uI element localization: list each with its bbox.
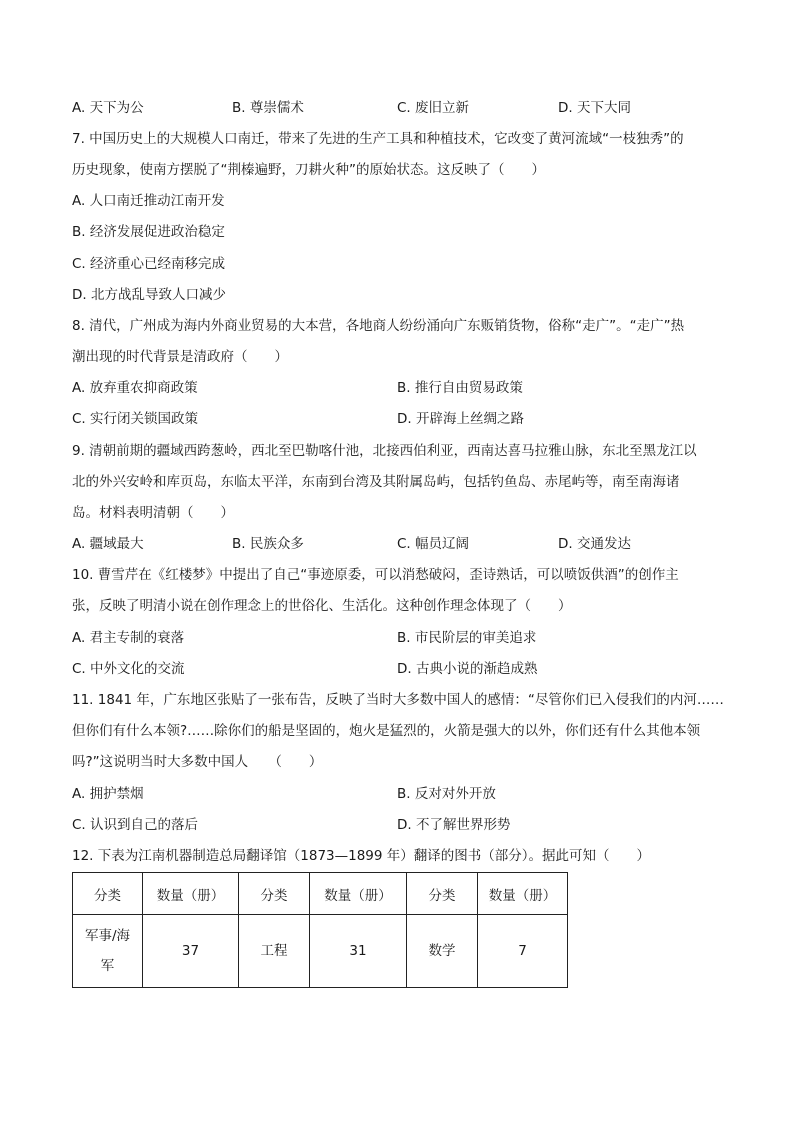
q9-stem-line1: 9. 清朝前期的疆域西跨葱岭，西北至巴勒喀什池，北接西伯利亚，西南达喜马拉雅山脉，东北至黑龙江以 — [72, 443, 697, 459]
header-cell-category-1: 分类 — [73, 873, 143, 915]
q10-stem-line2: 张，反映了明清小说在创作理念上的世俗化、生活化。这种创作理念体现了（ ） — [72, 598, 572, 614]
header-cell-category-2: 分类 — [239, 873, 310, 915]
q7-option-d[interactable]: D. 北方战乱导致人口减少 — [72, 287, 226, 303]
q6-option-b[interactable]: B. 尊崇儒术 — [232, 100, 304, 116]
cell-category-math: 数学 — [407, 915, 478, 988]
header-cell-quantity-2: 数量（册） — [310, 873, 407, 915]
q9-option-a[interactable]: A. 疆域最大 — [72, 536, 144, 552]
q10-option-a[interactable]: A. 君主专制的衰落 — [72, 630, 185, 646]
q8-option-b[interactable]: B. 推行自由贸易政策 — [397, 380, 523, 396]
q9-stem-line3: 岛。材料表明清朝（ ） — [72, 505, 234, 521]
q8-stem-line1: 8. 清代，广州成为海内外商业贸易的大本营，各地商人纷纷涌向广东贩销货物，俗称“走广”。“走广”热 — [72, 318, 685, 334]
q11-option-a[interactable]: A. 拥护禁烟 — [72, 786, 144, 802]
cell-quantity-math: 7 — [478, 915, 568, 988]
cell-category-military-line1: 军事/海 — [84, 928, 131, 944]
q7-option-b[interactable]: B. 经济发展促进政治稳定 — [72, 224, 225, 240]
translated-books-table — [72, 872, 568, 988]
q10-option-c[interactable]: C. 中外文化的交流 — [72, 661, 185, 677]
q9-stem-line2: 北的外兴安岭和库页岛，东临太平洋，东南到台湾及其附属岛屿，包括钓鱼岛、赤尾屿等，南至南海诸 — [72, 474, 680, 490]
q11-option-d[interactable]: D. 不了解世界形势 — [397, 817, 511, 833]
cell-quantity-military: 37 — [143, 915, 239, 988]
q12-stem: 12. 下表为江南机器制造总局翻译馆（1873—1899 年）翻译的图书（部分）。据此可知（ ） — [72, 848, 651, 864]
q8-option-a[interactable]: A. 放弃重农抑商政策 — [72, 380, 198, 396]
cell-category-engineering: 工程 — [239, 915, 310, 988]
q8-option-c[interactable]: C. 实行闭关锁国政策 — [72, 411, 199, 427]
q7-option-c[interactable]: C. 经济重心已经南移完成 — [72, 256, 226, 272]
header-cell-quantity-1: 数量（册） — [143, 873, 239, 915]
q10-option-d[interactable]: D. 古典小说的渐趋成熟 — [397, 661, 538, 677]
q6-option-c[interactable]: C. 废旧立新 — [397, 100, 470, 116]
table-row — [73, 915, 568, 988]
q11-stem-line1: 11. 1841 年，广东地区张贴了一张布告，反映了当时大多数中国人的感情：“尽管你们已入侵我们的内河…… — [72, 692, 724, 708]
q11-option-c[interactable]: C. 认识到自己的落后 — [72, 817, 199, 833]
q7-stem-line1: 7. 中国历史上的大规模人口南迁，带来了先进的生产工具和种植技术，它改变了黄河流域“一枝独秀”的 — [72, 131, 684, 147]
q9-option-c[interactable]: C. 幅员辽阔 — [397, 536, 470, 552]
cell-category-military — [73, 915, 143, 988]
q7-option-a[interactable]: A. 人口南迁推动江南开发 — [72, 193, 225, 209]
q11-stem-line3: 吗?”这说明当时大多数中国人 （ ） — [72, 754, 323, 770]
cell-category-military-line2: 军 — [100, 958, 115, 974]
header-cell-category-3: 分类 — [407, 873, 478, 915]
q8-option-d[interactable]: D. 开辟海上丝绸之路 — [397, 411, 524, 427]
q11-option-b[interactable]: B. 反对对外开放 — [397, 786, 496, 802]
q9-option-d[interactable]: D. 交通发达 — [558, 536, 631, 552]
table-header-row — [73, 873, 568, 915]
header-cell-quantity-3: 数量（册） — [478, 873, 568, 915]
q9-option-b[interactable]: B. 民族众多 — [232, 536, 304, 552]
q6-option-a[interactable]: A. 天下为公 — [72, 100, 144, 116]
q7-stem-line2: 历史现象，使南方摆脱了“荆榛遍野，刀耕火种”的原始状态。这反映了（ ） — [72, 162, 545, 178]
cell-quantity-engineering: 31 — [310, 915, 407, 988]
q8-stem-line2: 潮出现的时代背景是清政府（ ） — [72, 349, 288, 365]
q10-stem-line1: 10. 曹雪芹在《红楼梦》中提出了自己“事迹原委，可以消愁破闷，歪诗熟话，可以喷饭供酒”的创作主 — [72, 567, 679, 583]
q6-option-d[interactable]: D. 天下大同 — [558, 100, 631, 116]
q10-option-b[interactable]: B. 市民阶层的审美追求 — [397, 630, 537, 646]
q11-stem-line2: 但你们有什么本领?……除你们的船是坚固的，炮火是猛烈的，火箭是强大的以外，你们还有什么其他本领 — [72, 723, 701, 739]
